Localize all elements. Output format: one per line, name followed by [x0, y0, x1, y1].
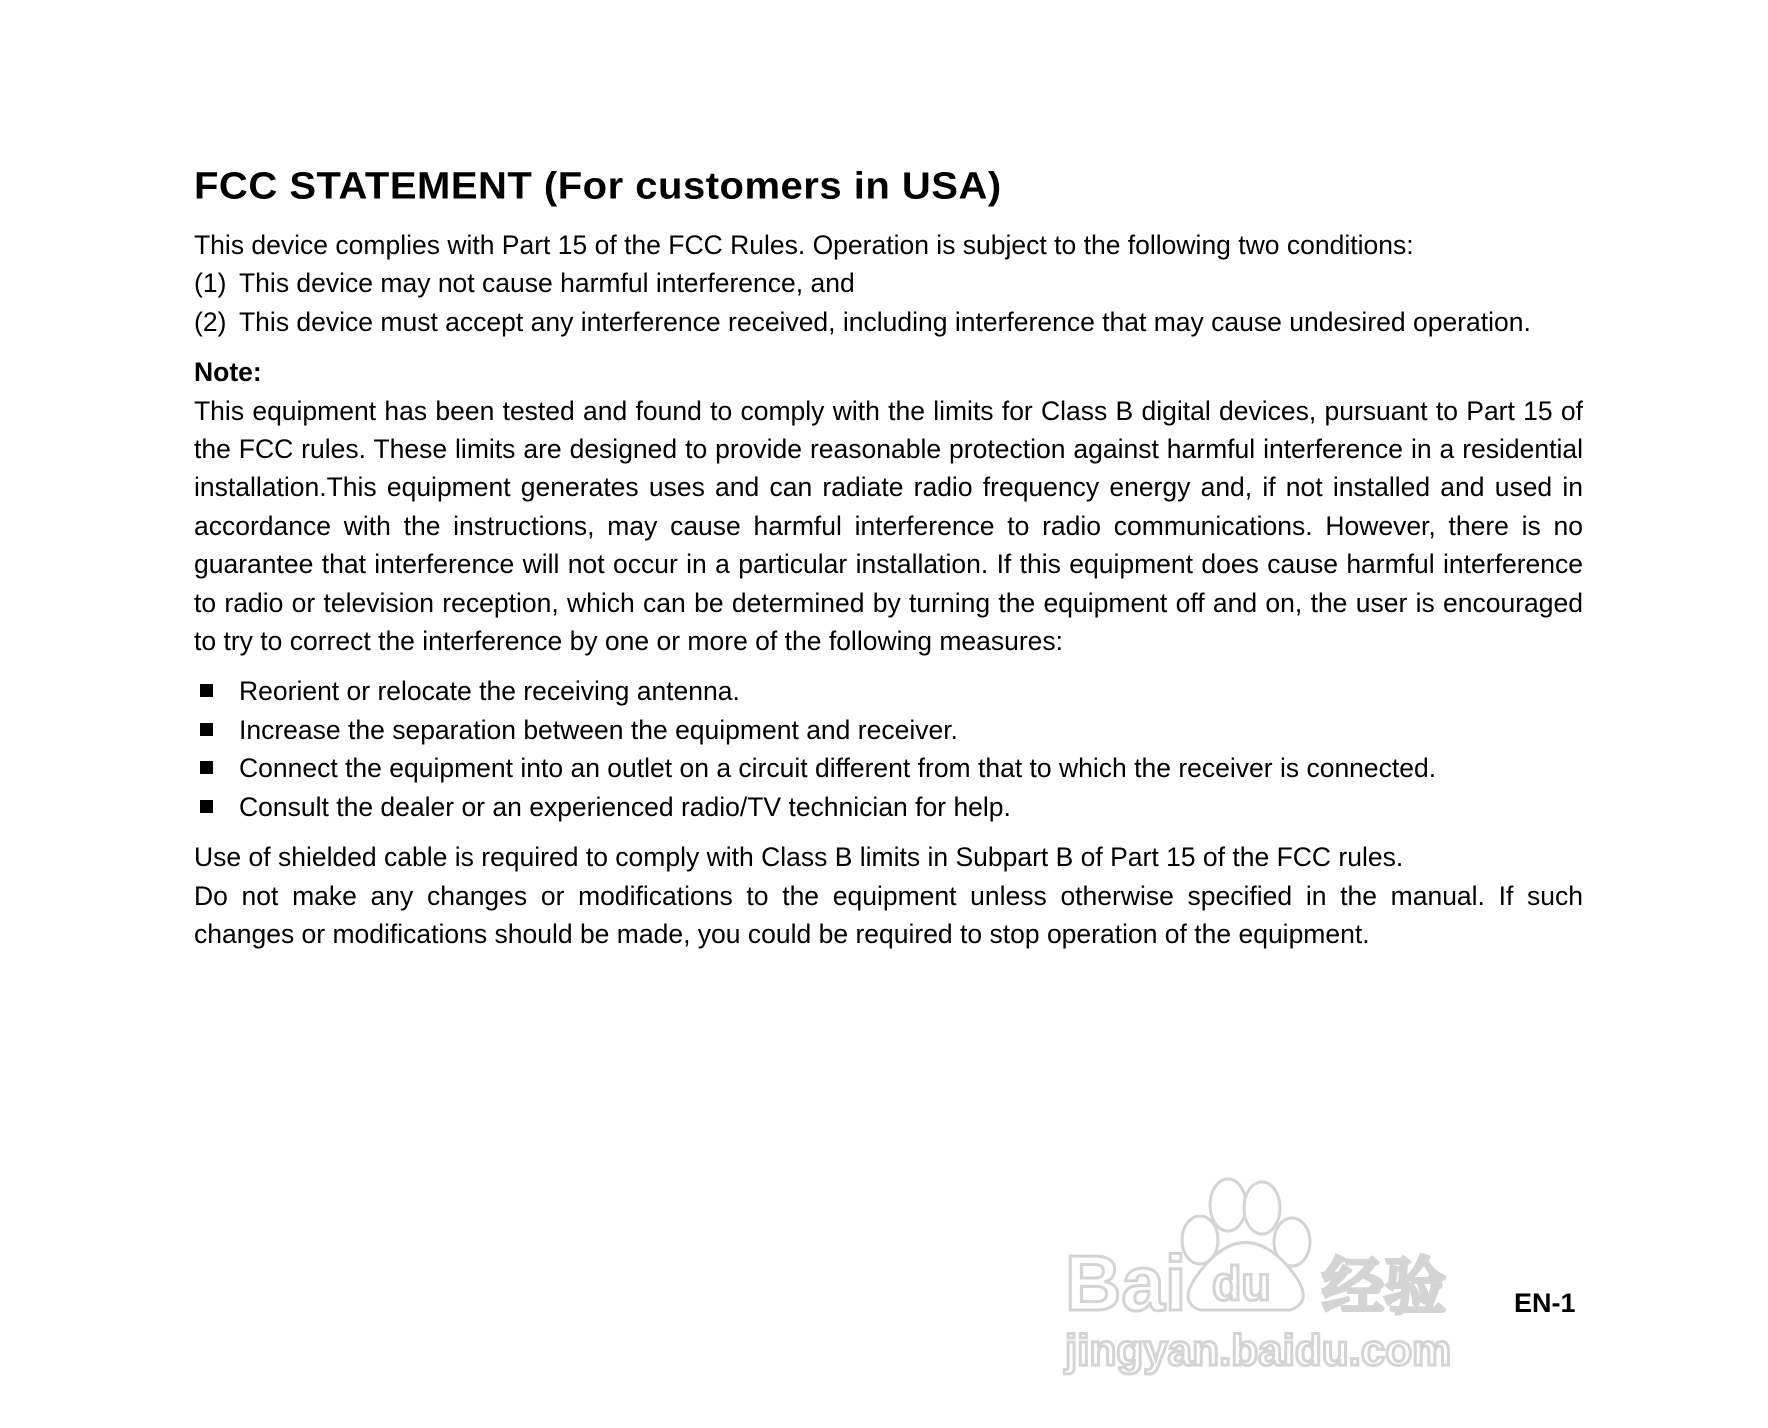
bullet-square-icon	[194, 788, 239, 826]
svg-text:du: du	[1212, 1258, 1271, 1311]
condition-label: (2)	[194, 306, 227, 337]
svg-text:Bai: Bai	[1065, 1239, 1187, 1327]
bullet-square-icon	[194, 711, 239, 749]
condition-text: This device may not cause harmful interference, and	[239, 268, 855, 299]
note-heading: Note:	[194, 357, 262, 388]
page-number: EN-1	[1514, 1288, 1576, 1318]
measure-text: Consult the dealer or an experienced radio/TV technician for help.	[239, 791, 1011, 822]
bullet-square-icon	[194, 749, 239, 787]
svg-text:经验: 经验	[1322, 1250, 1447, 1323]
page-title: FCC STATEMENT (For customers in USA)	[194, 165, 1002, 207]
condition-text: This device must accept any interference received, including interference that may cause undesired operation.	[239, 306, 1531, 337]
shielded-cable-paragraph: Use of shielded cable is required to comply with Class B limits in Subpart B of Part 15 of the FCC rules.	[194, 842, 1404, 873]
measure-text: Increase the separation between the equipment and receiver.	[239, 714, 958, 745]
document-page	[194, 158, 1583, 953]
intro-paragraph: This device complies with Part 15 of the FCC Rules. Operation is subject to the following two conditions:	[194, 230, 1414, 260]
measure-item	[194, 749, 1583, 787]
note-paragraph: This equipment has been tested and found to comply with the limits for Class B digital devices, pursuant to Part 15 of the FCC rules. These limits are designed to provide reasonable protection against harmful interference in a residential installation.This equipment generates uses and can radiate radio frequency energy and, if not installed and used in accordance with the instructions, may cause harmful interference to radio communications. However, there is no guarantee that interference will not occur in a particular installation. If this equipment does cause harmful interference to radio or television reception, which can be determined by turning the equipment off and on, the user is encouraged to try to correct the interference by one or more of the following measures:	[194, 395, 1583, 657]
measure-item	[194, 672, 1583, 710]
measure-text: Connect the equipment into an outlet on a circuit different from that to which the receiver is connected.	[239, 753, 1437, 784]
bullet-square-icon	[194, 672, 239, 710]
baidu-watermark-logo	[1060, 1170, 1490, 1380]
condition-item	[194, 264, 1583, 302]
measure-text: Reorient or relocate the receiving antenna.	[239, 676, 740, 707]
measure-item	[194, 788, 1583, 826]
svg-text:jingyan.baidu.com: jingyan.baidu.com	[1065, 1326, 1452, 1375]
modifications-paragraph: Do not make any changes or modifications to the equipment unless otherwise specified in the manual. If such changes or modifications should be made, you could be required to stop operation of the equipment.	[194, 880, 1583, 949]
condition-label: (1)	[194, 268, 227, 299]
condition-item	[194, 303, 1583, 341]
measure-item	[194, 711, 1583, 749]
